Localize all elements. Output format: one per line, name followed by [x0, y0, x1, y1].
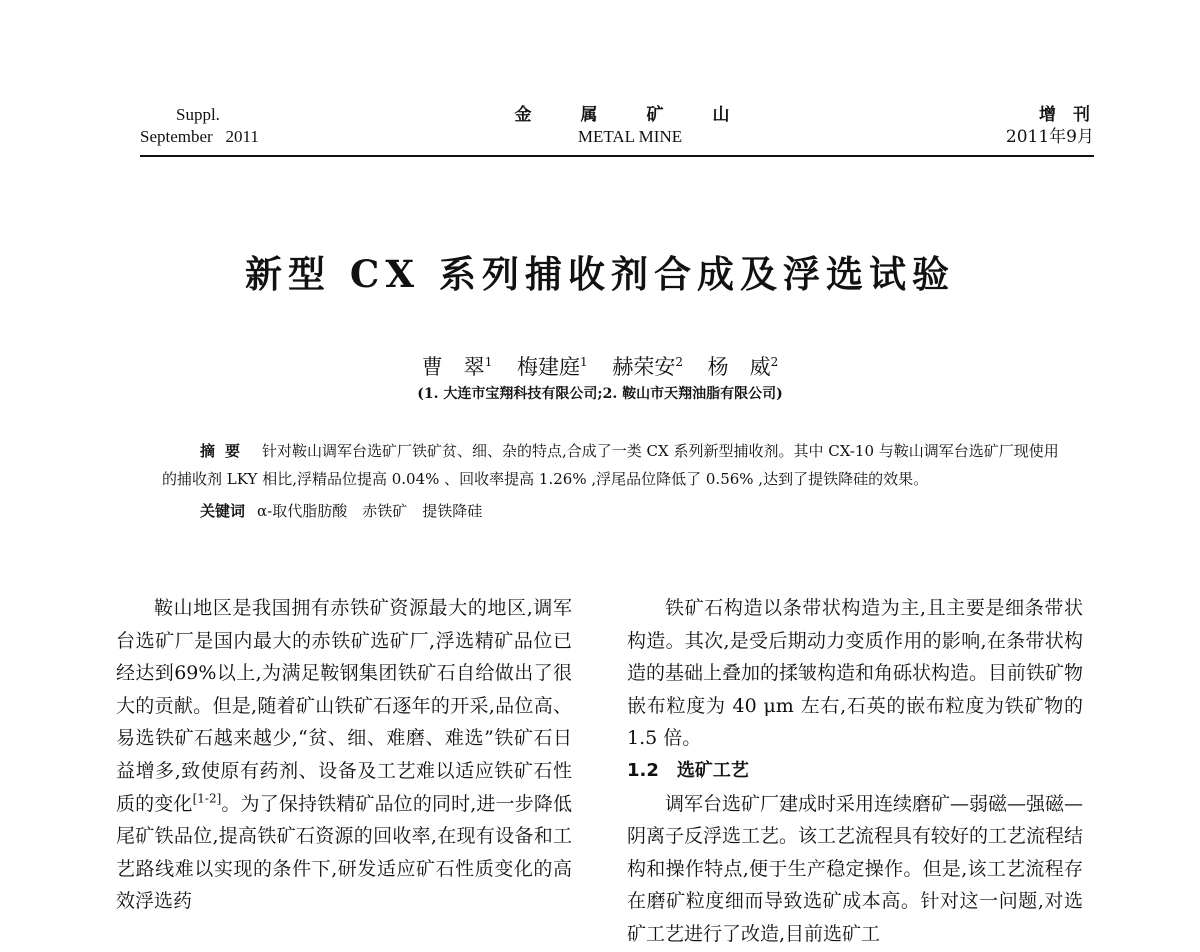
abstract-text: 针对鞍山调军台选矿厂铁矿贫、细、杂的特点,合成了一类 CX 系列新型捕收剂。其中 CX-10 与鞍山调军台选矿厂现使用的捕收剂 LKY 相比,浮精品位提高 0.04% 、回收率提高 1.26% ,浮尾品位降低了 0.56% ,达到了提铁降硅的效果。	[162, 442, 1059, 488]
journal-suppl-cn: 增 刊	[1039, 105, 1090, 125]
abstract-label: 摘要	[200, 442, 251, 460]
header-right	[1006, 104, 1094, 148]
affiliations: (1. 大连市宝翔科技有限公司;2. 鞍山市天翔油脂有限公司)	[417, 386, 783, 402]
journal-date-en: September 2011	[140, 127, 259, 146]
ore-structure-paragraph: 铁矿石构造以条带状构造为主,且主要是细条带状构造。其次,是受后期动力变质作用的影响,在条带状构造的基础上叠加的揉皱构造和角砾状构造。目前铁矿物嵌布粒度为 40 μm 左右,石英的嵌布粒度为铁矿物的 1.5 倍。	[627, 597, 1084, 750]
author: 曹 翠$^1$	[421, 355, 493, 379]
keywords-label: 关键词	[200, 502, 246, 520]
header-left	[140, 104, 259, 148]
journal-suppl-label: Suppl.	[176, 105, 220, 124]
body-column-right	[627, 592, 1083, 951]
author: 梅建庭$^1$	[517, 355, 588, 379]
author: 杨 威$^2$	[707, 355, 779, 379]
journal-date-cn: 2011年9月	[1005, 127, 1094, 147]
process-paragraph: 调军台选矿厂建成时采用连续磨矿—弱磁—强磁—阴离子反浮选工艺。该工艺流程具有较好的工艺流程结构和操作特点,便于生产稳定操作。但是,该工艺流程存在磨矿粒度细而导致选矿成本高。针对这一问题,对选矿工艺进行了改造,目前选矿工	[627, 792, 1084, 945]
abstract	[162, 437, 1062, 525]
author: 赫荣安$^2$	[612, 355, 683, 379]
journal-name-cn: 金 属 矿 山	[514, 105, 746, 125]
keywords-line	[162, 497, 1062, 525]
intro-paragraph: 鞍山地区是我国拥有赤铁矿资源最大的地区,调军台选矿厂是国内最大的赤铁矿选矿厂,浮选精矿品位已经达到69%以上,为满足鞍钢集团铁矿石自给做出了很大的贡献。但是,随着矿山铁矿石逐年的开采,品位高、易选铁矿石越来越少,“贫、细、难磨、难选”铁矿石日益增多,致使原有药剂、设备及工艺难以适应铁矿石性质的变化[1-2]。为了保持铁精矿品位的同时,进一步降低尾矿铁品位,提高铁矿石资源的回收率,在现有设备和工艺路线难以实现的条件下,研发适应矿石性质变化的高效浮选药	[116, 597, 572, 913]
section-heading: 1.2 选矿工艺	[627, 759, 749, 781]
keywords-text: α-取代脂肪酸 赤铁矿 提铁降硅	[257, 502, 483, 520]
author-list	[0, 347, 1200, 382]
header-center	[480, 104, 780, 148]
paper-title: 新型 CX 系列捕收剂合成及浮选试验	[245, 252, 955, 296]
abstract-body	[162, 437, 1062, 493]
header-rule	[140, 155, 1094, 157]
body-column-left	[116, 592, 572, 918]
citation-ref: [1-2]	[192, 791, 222, 806]
journal-name-en: METAL MINE	[577, 127, 683, 146]
